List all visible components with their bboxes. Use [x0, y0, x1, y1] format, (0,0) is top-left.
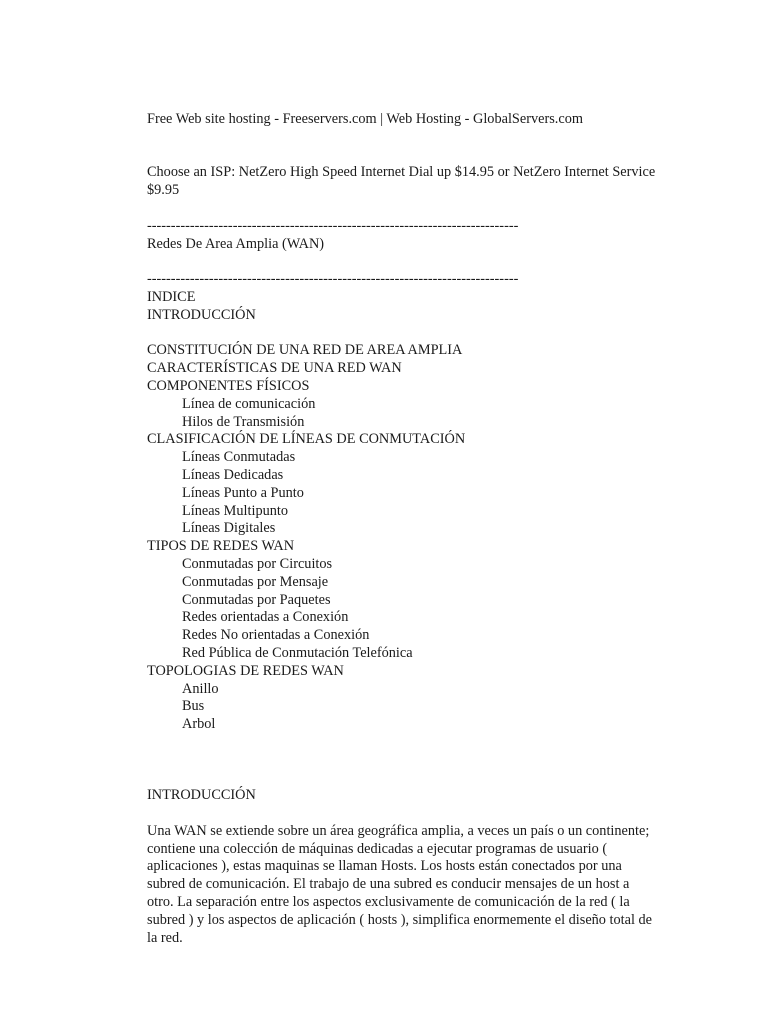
- toc-item: CLASIFICACIÓN DE LÍNEAS DE CONMUTACIÓN: [147, 431, 466, 448]
- toc-item: COMPONENTES FÍSICOS: [147, 377, 310, 394]
- separator-top: ------------------------------------------------------------------------------: [147, 217, 519, 234]
- toc-subitem: Conmutadas por Paquetes: [182, 591, 331, 608]
- toc-subitem: Líneas Multipunto: [182, 502, 289, 519]
- introduction-paragraph: Una WAN se extiende sobre un área geográfica amplia, a veces un país o un continente; contiene una colección de máquinas dedicadas a ejecutar programas de usuario ( aplicaciones ), estas maquinas se llaman Hosts. Los hosts están conectados por una subred de comunicación. El trabajo de una subred es conducir mensajes de un host a otro. La separación entre los aspectos exclusivamente de comunicación de la red ( la subred ) y los aspectos de aplicación ( hosts ), simplifica enormemente el diseño total de la red.: [147, 822, 653, 946]
- toc-subitem: Arbol: [182, 716, 216, 733]
- toc-item: INTRODUCCIÓN: [147, 306, 256, 323]
- toc-subitem: Línea de comunicación: [182, 395, 316, 412]
- toc-subitem: Líneas Digitales: [182, 520, 276, 537]
- toc-subitem: Líneas Conmutadas: [182, 449, 296, 466]
- toc-subitem: Líneas Punto a Punto: [182, 484, 304, 501]
- hosting-line: Free Web site hosting - Freeservers.com | Web Hosting - GlobalServers.com: [147, 111, 583, 127]
- index-heading: INDICE: [147, 288, 196, 305]
- toc-subitem: Redes No orientadas a Conexión: [182, 627, 370, 644]
- isp-line: Choose an ISP: NetZero High Speed Internet Dial up $14.95 or NetZero Internet Service $9.95: [147, 164, 656, 199]
- toc-subitem: Conmutadas por Mensaje: [182, 573, 329, 590]
- toc-subitem: Líneas Dedicadas: [182, 466, 284, 483]
- toc-subitem: Redes orientadas a Conexión: [182, 609, 349, 626]
- toc-subitem: Conmutadas por Circuitos: [182, 555, 333, 572]
- toc-subitem: Bus: [182, 698, 205, 715]
- separator-bottom: ------------------------------------------------------------------------------: [147, 271, 519, 288]
- document-title: Redes De Area Amplia (WAN): [147, 235, 325, 252]
- toc-subitem: Anillo: [182, 680, 219, 697]
- toc-subitem: Hilos de Transmisión: [182, 413, 305, 430]
- toc-subitem: Red Pública de Conmutación Telefónica: [182, 644, 413, 661]
- toc-item: CONSTITUCIÓN DE UNA RED DE AREA AMPLIA: [147, 342, 463, 359]
- toc-item: TIPOS DE REDES WAN: [147, 538, 295, 555]
- introduction-heading: INTRODUCCIÓN: [147, 787, 256, 804]
- table-of-contents: [147, 289, 657, 734]
- document-page: [147, 111, 657, 947]
- toc-item: TOPOLOGIAS DE REDES WAN: [147, 662, 344, 679]
- toc-item: CARACTERÍSTICAS DE UNA RED WAN: [147, 360, 402, 377]
